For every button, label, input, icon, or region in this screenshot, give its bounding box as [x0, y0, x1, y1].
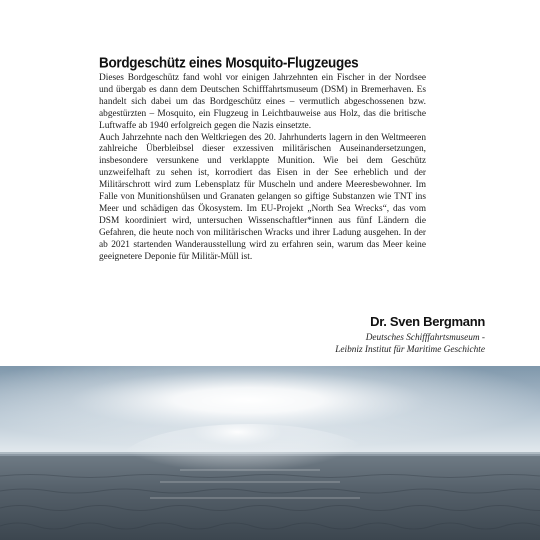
- article-paragraph-1: Dieses Bordgeschütz fand wohl vor einigen Jahrzehnten ein Fischer in der Nordsee und übergab es dann dem Deutschen Schifffahrtsmuseum (DSM) in Bremerhaven. Es handelt sich dabei um das Bordgeschütz eines – vermutlich abgeschossenen bzw. abgestürzten – Mosquito, ein Flugzeug in Leichtbauweise aus Holz, das die britische Luftwaffe ab 1940 erfolgreich gegen die Nazis einsetzte.: [99, 73, 426, 131]
- author-name: Dr. Sven Bergmann: [370, 314, 485, 329]
- author-block: [225, 314, 485, 356]
- author-affiliation-line-1: Deutsches Schifffahrtsmuseum -: [365, 333, 485, 343]
- article-paragraph-2: Auch Jahrzehnte nach den Weltkriegen des 20. Jahrhunderts lagern in den Weltmeeren zahlreiche Überbleibsel dieser exzessiven militärischen Auseinandersetzungen, insbesondere versunkene und verklappte Munition. Wie bei dem Geschütz unzweifelhaft zu sehen ist, korrodiert das Eisen in der See erheblich und der Militärschrott wird zum Lebensplatz für Muscheln und andere Meeresbewohner. Im Falle von Munitionshülsen und Granaten gelangen so giftige Substanzen wie TNT ins Meer und schädigen das Ökosystem. Im EU-Projekt „North Sea Wrecks“, das vom DSM koordiniert wird, untersuchen Wissenschaftler*innen aus fünf Ländern die Gefahren, die heute noch von militärischen Wracks und ihrer Ladung ausgehen. In der ab 2021 startenden Wanderausstellung wird zu erfahren sein, warum das Meer keine geeignetere Deponie für Militär-Müll ist.: [99, 132, 426, 262]
- author-affiliation-line-2: Leibniz Institut für Maritime Geschichte: [335, 345, 485, 355]
- article: [99, 54, 426, 264]
- sea-horizon-photo: [0, 366, 540, 540]
- article-title: Bordgeschütz eines Mosquito-Flugzeuges: [99, 54, 359, 71]
